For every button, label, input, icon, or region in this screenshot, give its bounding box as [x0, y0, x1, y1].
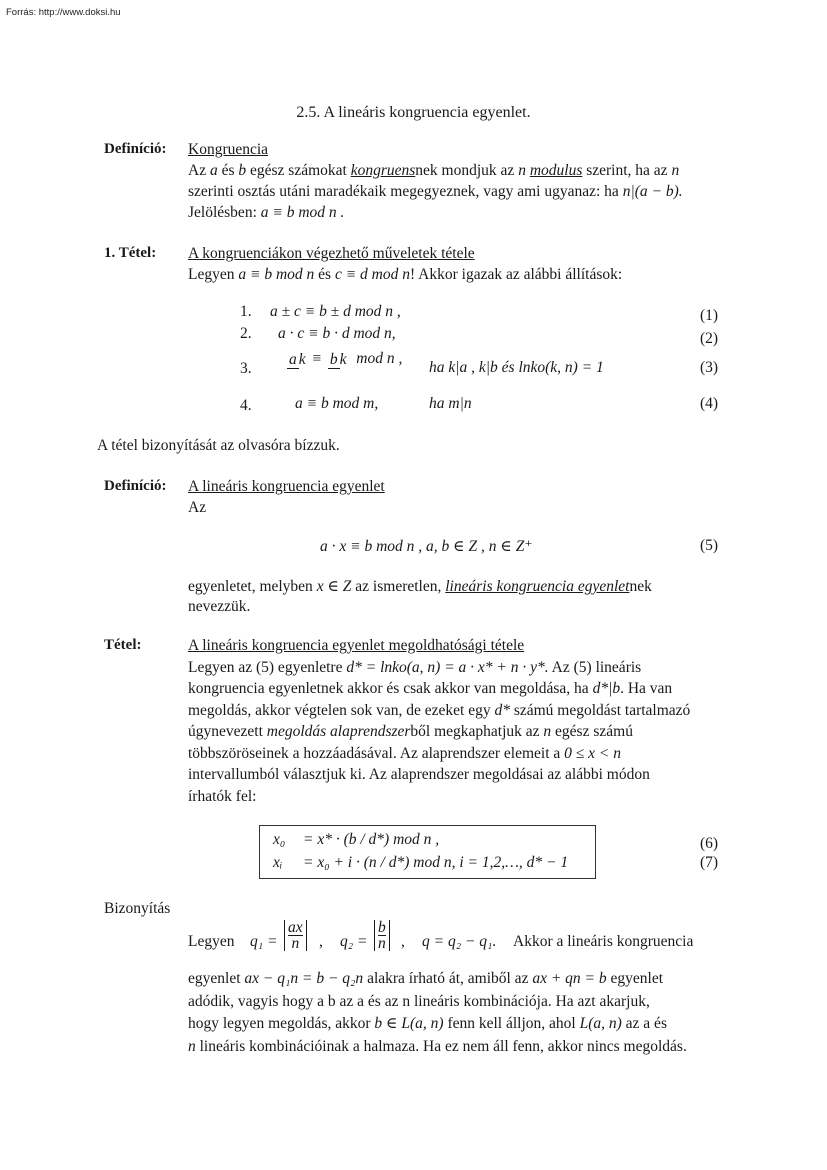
eqno-3: (3): [700, 359, 719, 376]
page-title: 2.5. A lineáris kongruencia egyenlet.: [296, 104, 531, 121]
thm2-heading: A lineáris kongruencia egyenlet megoldhatósági tétele: [188, 637, 525, 654]
eq6-rhs: = x* · (b / d*) mod n ,: [303, 831, 440, 848]
proof-label: Bizonyítás: [104, 900, 171, 917]
eq7-rhs: = x₀ + i · (n / d*) mod n, i = 1,2,…, d* − 1: [303, 854, 569, 871]
def1-line3: Jelölésben: a ≡ b mod n .: [188, 204, 345, 221]
item4-condition: ha m|n: [429, 395, 472, 412]
proof-line1: Legyen q₁ = $\frac{ax}{n}$ , q₂ = $\frac{b}{n}$ , q = q₂ − q₁. Akkor a lineáris kongruencia: [188, 919, 694, 952]
item2-num: 2.: [240, 325, 252, 342]
item1-num: 1.: [240, 303, 252, 320]
thm1-intro: Legyen a ≡ b mod n és c ≡ d mod n! Akkor igazak az alábbi állítások:: [188, 266, 623, 283]
linear-congruence-term: lineáris kongruencia egyenlet: [445, 578, 630, 595]
proof-note: A tétel bizonyítását az olvasóra bízzuk.: [97, 437, 340, 454]
source-note: Forrás: http://www.doksi.hu: [6, 7, 121, 18]
eqno-5: (5): [700, 537, 719, 554]
eqno-1: (1): [700, 307, 719, 324]
def1-block: [188, 139, 724, 223]
item3-formula: a k ≡ b k mod n ,: [289, 350, 403, 368]
def2-label: Definíció:: [104, 478, 167, 494]
item4-formula: a ≡ b mod m,: [295, 395, 379, 412]
eqno-4: (4): [700, 395, 719, 412]
def1-heading: Kongruencia: [188, 141, 269, 158]
eqno-6: (6): [700, 835, 719, 852]
solution-formula-box: [259, 825, 596, 879]
def1-line1: Az a és b egész számokat kongruensnek mondjuk az n modulus szerint, ha az n: [188, 162, 680, 179]
item1-formula: a ± c ≡ b ± d mod n ,: [270, 303, 401, 320]
eq6-lhs: x₀: [273, 831, 286, 848]
thm1-label: 1. Tétel:: [104, 245, 157, 261]
modulus-term: modulus: [529, 162, 583, 179]
thm1-block: [188, 243, 724, 285]
def2-az: Az: [188, 499, 207, 516]
thm1-heading: A kongruenciákon végezhető műveletek tétele: [188, 245, 475, 262]
eqno-2: (2): [700, 330, 719, 347]
def2-text: egyenletet, melyben x ∈ Z az ismeretlen, lineáris kongruencia egyenletnek nevezzük.: [188, 578, 652, 615]
item2-formula: a · c ≡ b · d mod n,: [278, 325, 396, 342]
item3-num: 3.: [240, 360, 252, 377]
thm2-block: A lineáris kongruencia egyenlet megoldhatósági tétele Legyen az (5) egyenletre d* = lnko(a, n) = a · x* + n · y*. Az (5) lineáris kongruencia egyenletnek akkor és csak akkor van megoldása, ha d*|b. Ha van megoldás, akkor végtelen sok van, de ezeket egy d* számú megoldást tartalmazó úgynevezett megoldás alaprendszerből megkaphatjuk az n egész számú többszöröseinek a hozzáadásával. Az alaprendszer elemeit a 0 ≤ x < n intervallumból választjuk ki. Az alaprendszer megoldásai az alábbi módon írhatók fel:: [188, 637, 691, 805]
def1-label: Definíció:: [104, 141, 167, 157]
item3-condition: ha k|a , k|b és lnko(k, n) = 1: [429, 359, 604, 376]
eq5-formula: a · x ≡ b mod n , a, b ∈ Z , n ∈ Z⁺: [320, 538, 533, 555]
def2-block: [188, 476, 724, 518]
eqno-7: (7): [700, 854, 719, 871]
proof-text: egyenlet ax − q₁n = b − q₂n alakra írható át, amiből az ax + qn = b egyenlet adódik, vagyis hogy a b az a és az n lineáris kombinációja. Ha azt akarjuk, hogy legyen megoldás, akkor b ∈ L(a, n) fenn kell álljon, ahol L(a, n) az a és n lineáris kombinációinak a halmaza. Ha ez nem áll fenn, akkor nincs megoldás.: [188, 970, 687, 1055]
def1-line2: szerinti osztás utáni maradékaik megegyeznek, vagy ami ugyanaz: ha n|(a − b).: [188, 183, 683, 200]
eq7-lhs: xᵢ: [273, 854, 283, 871]
item4-num: 4.: [240, 397, 252, 414]
thm2-label: Tétel:: [104, 637, 142, 653]
def2-heading: A lineáris kongruencia egyenlet: [188, 478, 385, 495]
kongruens-term: kongruens: [350, 162, 416, 179]
